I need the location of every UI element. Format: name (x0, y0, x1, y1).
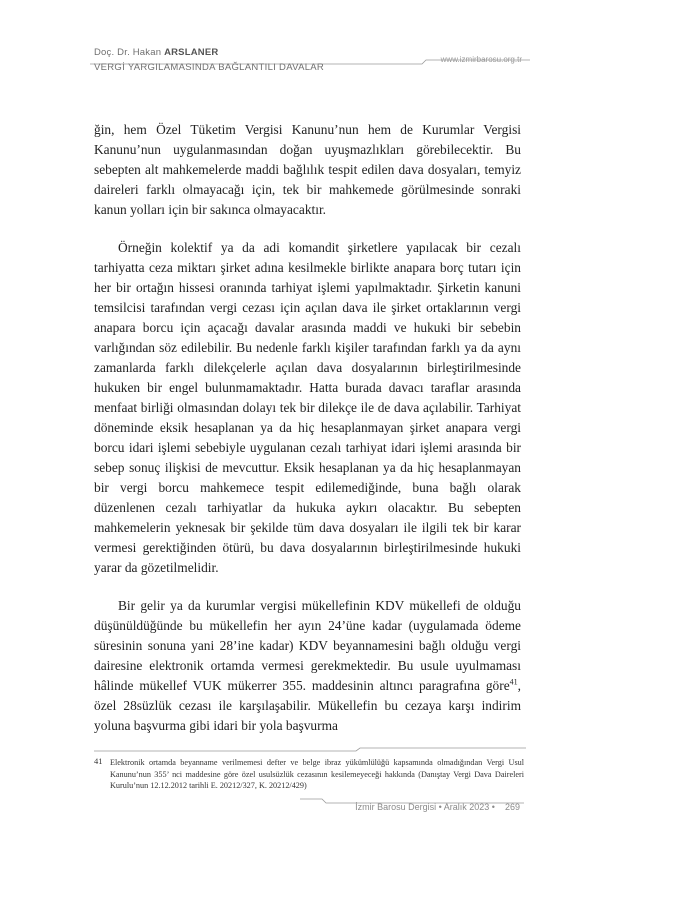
paragraph-3-text-a: Bir gelir ya da kurumlar vergisi mükellefinin KDV mükellefi de olduğu düşünüldüğünde bu mükellefin her ayın 24’üne kadar (uygulamada ödeme süresinin sonuna yani 28’ine kadar) KDV beyannamesini bağlı olduğu vergi dairesine elektronik ortamda vermesi gerekmektedir. Bu usule uyulmaması hâlinde mükellef VUK mükerrer 355. maddesinin altıncı paragrafına göre (94, 598, 521, 693)
page-number: 269 (504, 802, 520, 812)
footnote (94, 757, 524, 792)
author-surname: ARSLANER (164, 47, 219, 58)
footnote-text: Elektronik ortamda beyanname verilmemesi defter ve belge ibraz yükümlülüğü kapsamında olmadığından Vergi Usul Kanunu’nun 355’ nci maddesine göre özel usulsüzlük cezasının kesilemeyeceği hakkında (Danıştay Vergi Dava Daireleri Kurulu’nun 12.12.2012 tarihli E. 20212/327, K. 20212/429) (110, 758, 524, 790)
author-prefix: Doç. Dr. Hakan (94, 47, 162, 58)
footer-journal: İzmir Barosu Dergisi • Aralık 2023 • (355, 802, 495, 812)
paragraph-1: ğin, hem Özel Tüketim Vergisi Kanunu’nun hem de Kurumlar Vergisi Kanunu’nun uygulanmasından doğan uyuşmazlıkları görebilecektir. Bu sebepten alt mahkemelerde maddi bağlılık tespit edilen dava dosyaları, temyiz daireleri farklı olmayacağı için, tek bir mahkemede görülmesinde sonraki kanun yolları için bir sakınca olmayacaktır. (94, 122, 521, 217)
paragraph-3 (94, 596, 521, 736)
header-section-title: VERGİ YARGILAMASINDA BAĞLANTILI DAVALAR (94, 62, 325, 73)
footnote-number: 41 (94, 756, 103, 766)
paragraph-2: Örneğin kolektif ya da adi komandit şirketlere yapılacak bir cezalı tarhiyatta ceza miktarı şirket adına kesilmekle birlikte anapara borç tutarı için her bir ortağın hissesi oranında tarhiyat işlemi yapılmaktadır. Şirketin kanuni temsilcisi tarafından vergi cezası için açılan dava ile şirket ortaklarının vergi anapara borcu için açacağı davalar arasında maddi ve hukuki bir sebebin varlığından söz edilebilir. Bu nedenle farklı kişiler tarafından farklı ya da aynı zamanlarda farklı dilekçelerle açılan dava dosyalarının birleştirilmesinde hukuken bir engel bulunmamaktadır. Hatta burada davacı taraflar arasında menfaat birliği olmasından dolayı tek bir dilekçe ile de dava açılabilir. Tarhiyat döneminde eksik hesaplanan ya da hiç hesaplanmayan şirket anapara vergi borcu idari işlemi sebebiyle uygulanan cezalı tarhiyat idari işlemi arasında bir sebep sonuç ilişkisi de mevcuttur. Eksik hesaplanan ya da hiç hesaplanmayan bir vergi borcu mahkemece tespit edilemediğinde, buna bağlı olarak düzenlenen cezalı tarhiyatlar da hukuka aykırı olacaktır. Bu sebepten mahkemelerin yeknesak bir şekilde tüm dava dosyaları ile ilgili tek bir karar vermesi gerektiğinden ötürü, bu dava dosyalarının birleştirilmesinde hukuki yarar da gözetilmelidir. (94, 240, 521, 575)
header-website: www.izmirbarosu.org.tr (440, 55, 522, 64)
header-author (94, 47, 218, 58)
footer (355, 802, 520, 812)
footnote-rule (94, 747, 526, 753)
paragraph-3-text-b: , özel 28süzlük cezası ile karşılaşabilir. Mükellefin bu cezaya karşı indirim yoluna başvurma gibi idari bir yola başvurma (94, 678, 521, 733)
body-text (94, 120, 521, 736)
footnote-reference: 41 (509, 677, 518, 687)
